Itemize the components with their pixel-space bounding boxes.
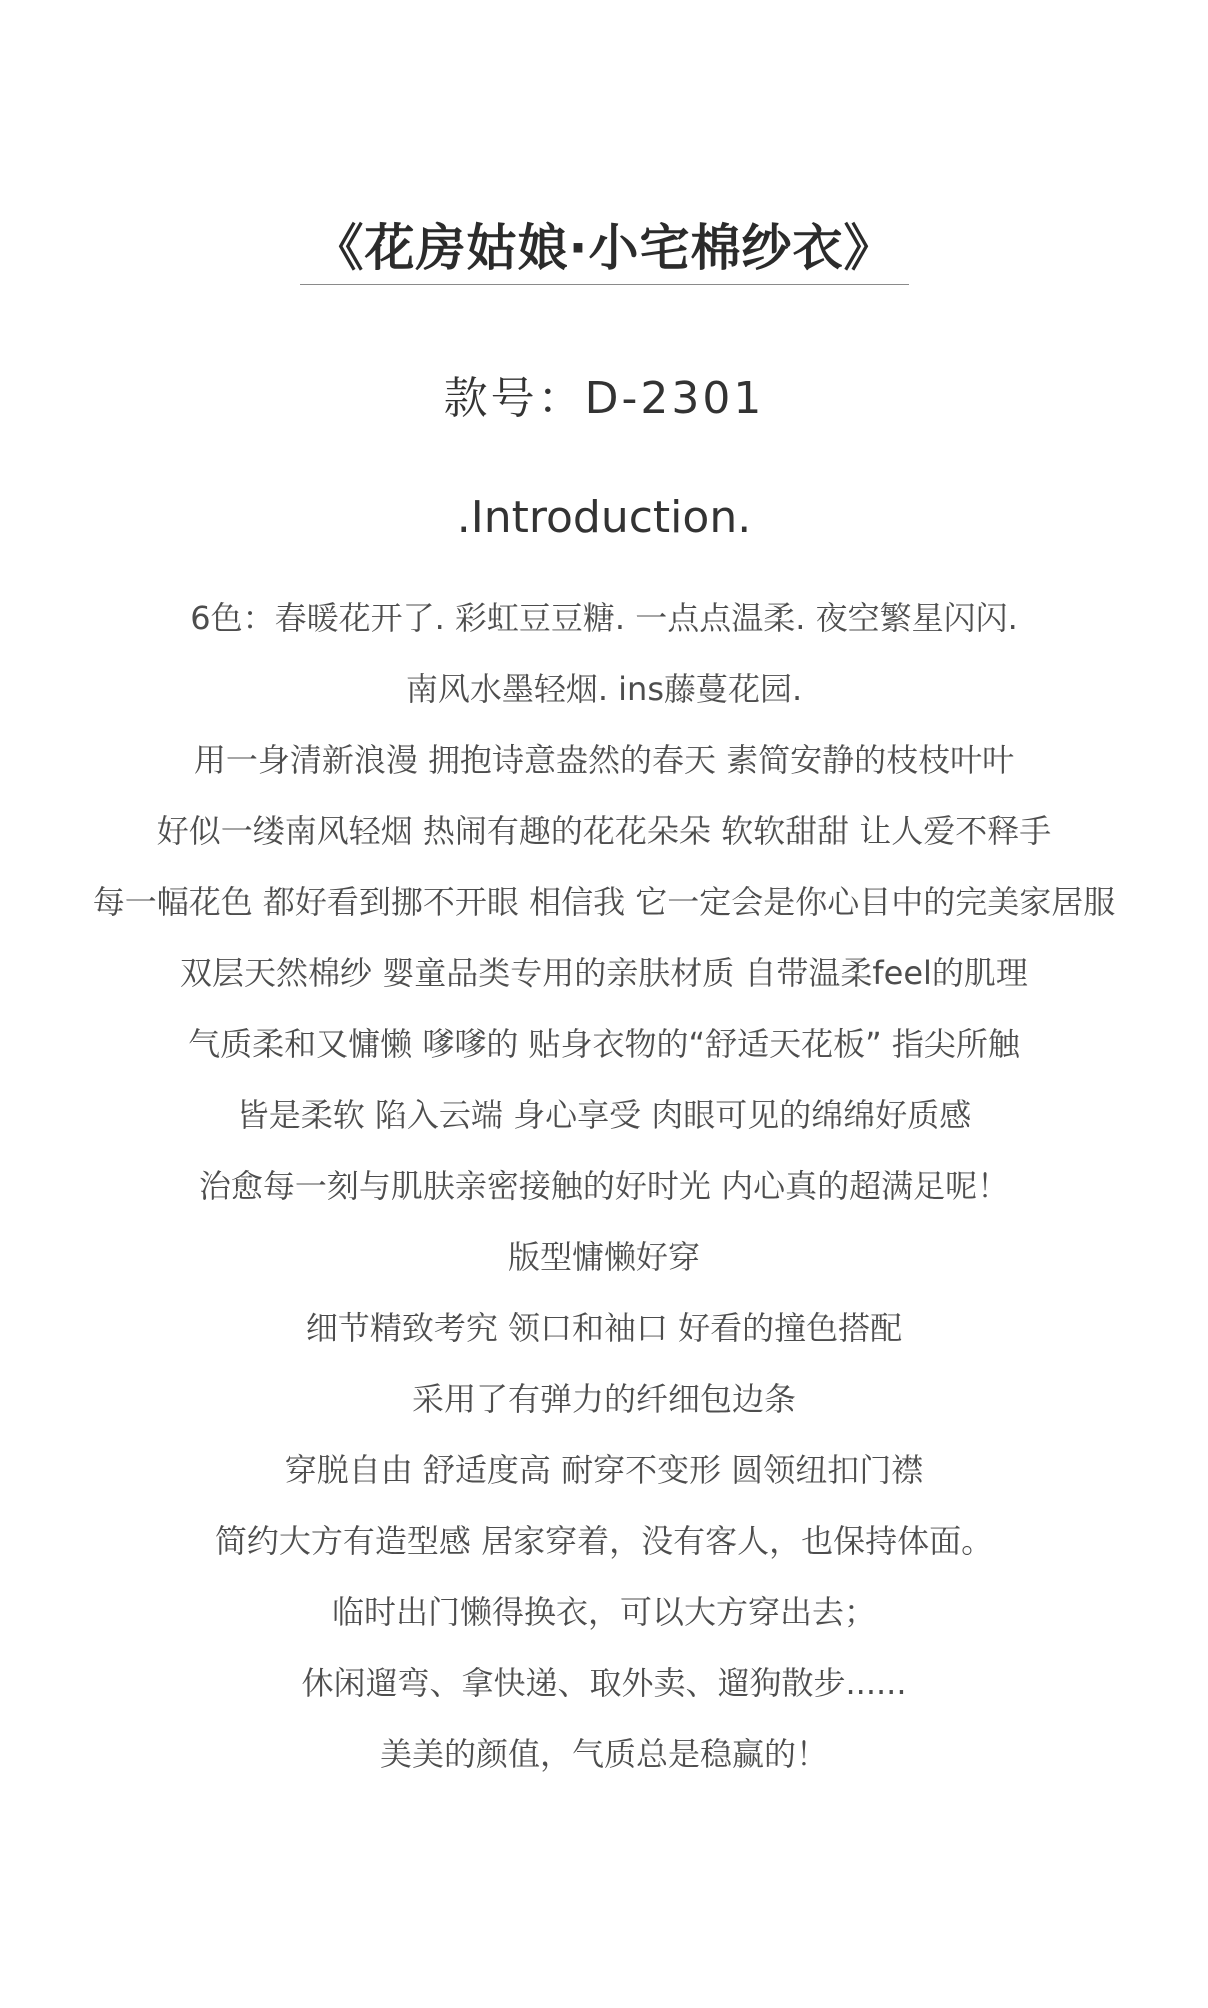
title-block bbox=[0, 220, 1208, 285]
description-line: 皆是柔软 陷入云端 身心享受 肉眼可见的绵绵好质感 bbox=[236, 1096, 972, 1134]
page-title: 《花房姑娘·小宅棉纱衣》 bbox=[300, 220, 909, 285]
description-line: 休闲遛弯、拿快递、取外卖、遛狗散步...... bbox=[301, 1664, 907, 1702]
description-line: 用一身清新浪漫 拥抱诗意盎然的春天 素简安静的枝枝叶叶 bbox=[193, 741, 1015, 779]
description-line: 好似一缕南风轻烟 热闹有趣的花花朵朵 软软甜甜 让人爱不释手 bbox=[156, 812, 1052, 850]
description-line: 美美的颜值，气质总是稳赢的！ bbox=[379, 1735, 828, 1773]
description-text bbox=[50, 600, 1158, 1807]
description-line: 6色：春暖花开了. 彩虹豆豆糖. 一点点温柔. 夜空繁星闪闪. bbox=[190, 599, 1018, 637]
introduction-heading: .Introduction. bbox=[456, 492, 752, 543]
description-line: 气质柔和又慵懒 嗲嗲的 贴身衣物的“舒适天花板” 指尖所触 bbox=[188, 1025, 1020, 1063]
description-line: 每一幅花色 都好看到挪不开眼 相信我 它一定会是你心目中的完美家居服 bbox=[92, 883, 1116, 921]
description-line: 版型慵懒好穿 bbox=[507, 1238, 700, 1276]
description-line: 南风水墨轻烟. ins藤蔓花园. bbox=[405, 670, 803, 708]
description-line: 采用了有弹力的纤细包边条 bbox=[411, 1380, 796, 1418]
style-number: 款号：D-2301 bbox=[443, 373, 765, 424]
description-line: 简约大方有造型感 居家穿着，没有客人，也保持体面。 bbox=[214, 1522, 994, 1560]
description-line: 穿脱自由 舒适度高 耐穿不变形 圆领纽扣门襟 bbox=[284, 1451, 924, 1489]
description-line: 双层天然棉纱 婴童品类专用的亲肤材质 自带温柔feel的肌理 bbox=[180, 954, 1028, 992]
description-line: 细节精致考究 领口和袖口 好看的撞色搭配 bbox=[305, 1309, 903, 1347]
description-line: 治愈每一刻与肌肤亲密接触的好时光 内心真的超满足呢！ bbox=[198, 1167, 1010, 1205]
description-line: 临时出门懒得换衣，可以大方穿出去； bbox=[331, 1593, 876, 1631]
